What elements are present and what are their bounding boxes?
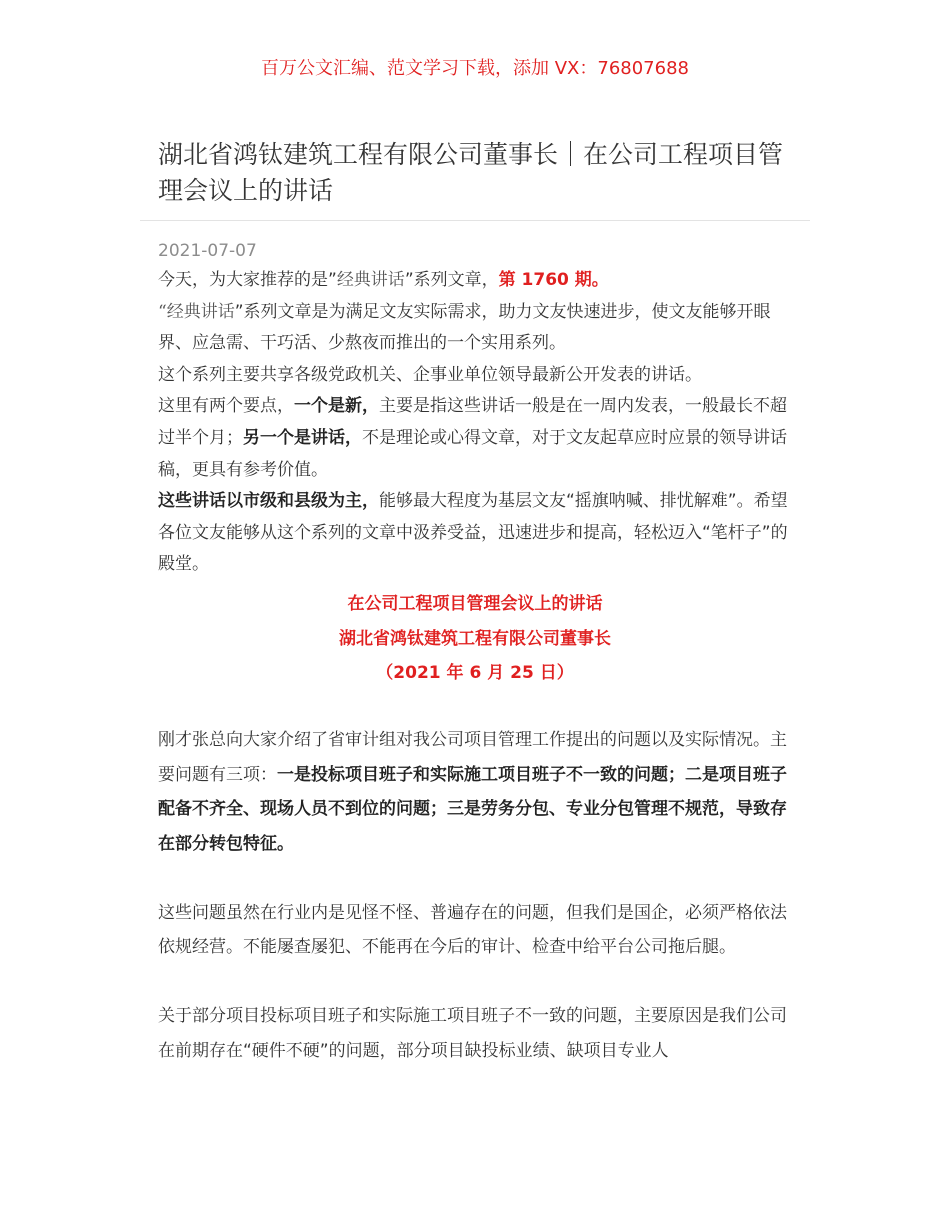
intro-text: 主要是指这些讲话一般是在一周内发表，一般最长不超过半个月； (158, 396, 787, 448)
article-date: 2021-07-07 (158, 241, 257, 261)
intro-text: 今天，为大家推荐的是” (158, 270, 337, 290)
intro-text: 这里有两个要点， (158, 396, 294, 417)
intro-paragraph-4 (158, 391, 794, 486)
intro-paragraph-2 (158, 297, 794, 360)
body-text: 刚才张总向大家介绍了省审计组对我公司项目管理工作提出的问题以及实际情况。主要问题有三项： (158, 730, 787, 785)
series-name: 经典讲话 (166, 301, 235, 322)
key-point-2: 另一个是讲话， (243, 427, 362, 448)
body-key-issues: 一是投标项目班子和实际施工项目班子不一致的问题；二是项目班子配备不齐全、现场人员不到位的问题；三是劳务分包、专业分包管理不规范，导致存在部分转包特征。 (158, 764, 787, 854)
intro-text: ”系列文章， (404, 270, 499, 290)
intro-paragraph-5 (158, 486, 794, 581)
speech-date: （2021 年 6 月 25 日） (376, 663, 574, 683)
intro-text: 能够最大程度为基层文友“摇旗呐喊、排忧解难”。希望各位文友能够从这个系列的文章中汲养受益，迅速进步和提高，轻松迈入“笔杆子”的殿堂。 (158, 491, 788, 575)
body-paragraph-2: 这些问题虽然在行业内是见怪不怪、普遍存在的问题，但我们是国企，必须严格依法依规经营。不能屡查屡犯、不能再在今后的审计、检查中给平台公司拖后腿。 (158, 902, 787, 957)
title-divider (140, 220, 810, 221)
key-point-1: 一个是新， (294, 396, 379, 417)
intro-text: ”系列文章是为满足文友实际需求，助力文友快速进步，使文友能够开眼界、应急需、干巧活、少熬夜而推出的一个实用系列。 (158, 301, 771, 354)
issue-number: 第 1760 期。 (498, 270, 609, 290)
key-point-3: 这些讲话以市级和县级为主， (158, 491, 379, 512)
intro-text: 不是理论或心得文章，对于文友起草应时应景的领导讲话稿，更具有参考价值。 (158, 427, 787, 480)
body-paragraph-3: 关于部分项目投标项目班子和实际施工项目班子不一致的问题，主要原因是我们公司在前期存在“硬件不硬”的问题，部分项目缺投标业绩、缺项目专业人 (158, 1006, 787, 1061)
intro-paragraph-1 (158, 265, 794, 297)
intro-paragraph-3: 这个系列主要共享各级党政机关、企事业单位领导最新公开发表的讲话。 (158, 364, 702, 385)
quote-mark: “ (158, 301, 167, 322)
series-name: 经典讲话 (336, 270, 405, 290)
article-title: 湖北省鸿钛建筑工程有限公司董事长｜在公司工程项目管理会议上的讲话 (158, 140, 784, 205)
speech-heading: 在公司工程项目管理会议上的讲话 (347, 594, 603, 614)
speech-body (158, 723, 794, 1103)
speech-speaker: 湖北省鸿钛建筑工程有限公司董事长 (339, 628, 611, 649)
body-paragraph-1 (158, 723, 794, 861)
intro-section (158, 265, 794, 581)
speech-header (0, 587, 950, 691)
promo-banner: 百万公文汇编、范文学习下载，添加 VX：76807688 (261, 58, 689, 79)
